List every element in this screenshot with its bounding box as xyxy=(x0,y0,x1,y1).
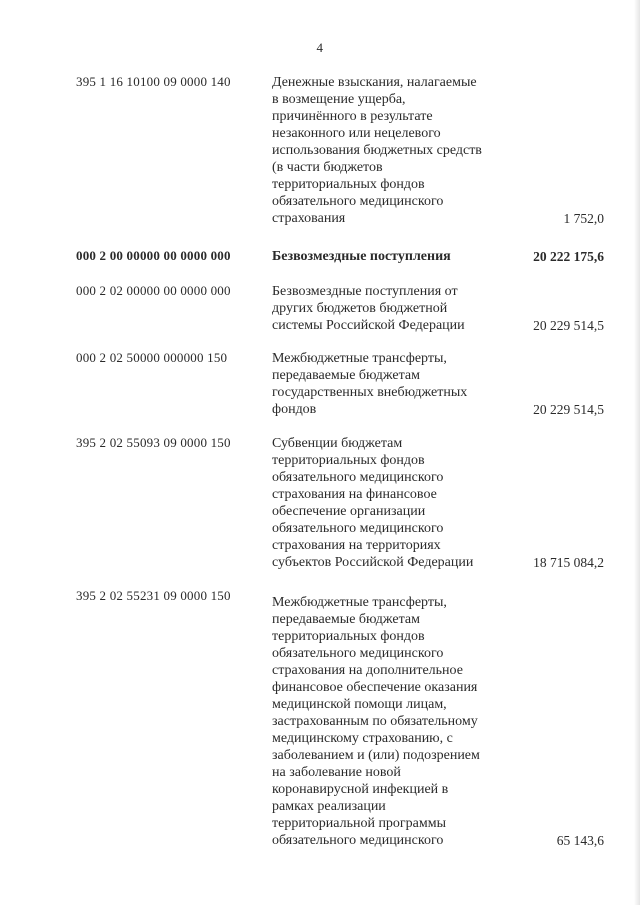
description-line: обязательного медицинского xyxy=(272,194,444,209)
description-line: медицинской помощи лицам, xyxy=(272,697,447,712)
budget-code: 395 2 02 55093 09 0000 150 xyxy=(76,435,231,450)
row-amount: 18 715 084,2 xyxy=(533,555,604,570)
row-description xyxy=(272,435,522,571)
description-line: Межбюджетные трансферты, xyxy=(272,595,447,610)
description-line: незаконного или нецелевого xyxy=(272,126,441,141)
description-line: Межбюджетные трансферты, xyxy=(272,351,447,366)
description-line: застрахованным по обязательному xyxy=(272,714,478,729)
budget-code: 395 2 02 55231 09 0000 150 xyxy=(76,588,231,603)
row-description xyxy=(272,248,522,265)
row-amount: 65 143,6 xyxy=(556,833,604,848)
budget-code: 000 2 02 50000 000000 150 xyxy=(76,350,228,365)
description-line: заболеванием и (или) подозрением xyxy=(272,748,480,763)
page-edge-shadow xyxy=(634,0,640,905)
description-line: Денежные взыскания, налагаемые xyxy=(272,75,477,90)
row-description xyxy=(272,283,522,334)
description-line: (в части бюджетов xyxy=(272,160,383,175)
row-amount: 20 229 514,5 xyxy=(533,318,604,333)
description-line: Субвенции бюджетам xyxy=(272,436,403,451)
description-line: других бюджетов бюджетной xyxy=(272,301,448,316)
description-line: обязательного медицинского xyxy=(272,833,444,848)
description-line: страхования xyxy=(272,211,346,226)
row-amount: 20 229 514,5 xyxy=(533,402,604,417)
description-line: государственных внебюджетных xyxy=(272,385,468,400)
description-line: передаваемые бюджетам xyxy=(272,368,420,383)
row-description xyxy=(272,594,522,849)
description-line: передаваемые бюджетам xyxy=(272,612,420,627)
description-line: фондов xyxy=(272,402,317,417)
description-line: страхования на финансовое xyxy=(272,487,437,502)
page-number: 4 xyxy=(316,40,324,55)
row-amount: 20 222 175,6 xyxy=(533,249,604,264)
description-line: причинённого в результате xyxy=(272,109,433,124)
row-description xyxy=(272,350,522,418)
description-line: рамках реализации xyxy=(272,799,386,814)
description-line: Безвозмездные поступления xyxy=(272,249,451,264)
description-line: страхования на территориях xyxy=(272,538,441,553)
description-line: территориальных фондов xyxy=(272,177,425,192)
budget-code: 000 2 00 00000 00 0000 000 xyxy=(76,248,231,263)
description-line: территориальной программы xyxy=(272,816,447,831)
description-line: страхования на дополнительное xyxy=(272,663,463,678)
row-amount: 1 752,0 xyxy=(563,211,604,226)
description-line: обязательного медицинского xyxy=(272,470,444,485)
description-line: обязательного медицинского xyxy=(272,521,444,536)
budget-code: 395 1 16 10100 09 0000 140 xyxy=(76,74,231,89)
description-line: системы Российской Федерации xyxy=(272,318,465,333)
description-line: в возмещение ущерба, xyxy=(272,92,406,107)
description-line: использования бюджетных средств xyxy=(272,143,482,158)
description-line: на заболевание новой xyxy=(272,765,401,780)
description-line: финансовое обеспечение оказания xyxy=(272,680,478,695)
description-line: территориальных фондов xyxy=(272,629,425,644)
row-description xyxy=(272,74,522,227)
description-line: субъектов Российской Федерации xyxy=(272,555,474,570)
description-line: медицинскому страхованию, с xyxy=(272,731,453,746)
budget-code: 000 2 02 00000 00 0000 000 xyxy=(76,283,231,298)
description-line: коронавирусной инфекцией в xyxy=(272,782,449,797)
description-line: обеспечение организации xyxy=(272,504,426,519)
description-line: территориальных фондов xyxy=(272,453,425,468)
description-line: Безвозмездные поступления от xyxy=(272,284,458,299)
description-line: обязательного медицинского xyxy=(272,646,444,661)
